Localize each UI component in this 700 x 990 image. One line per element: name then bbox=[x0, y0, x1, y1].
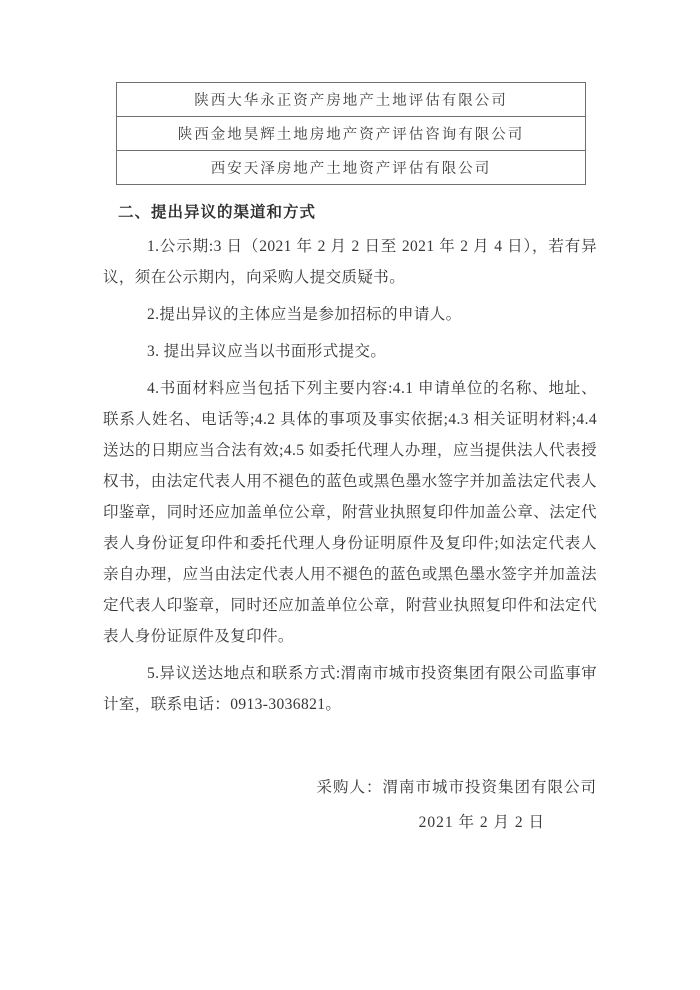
paragraph-written-materials: 4.书面材料应当包括下列主要内容:4.1 申请单位的名称、地址、联系人姓名、电话等;4.2 具体的事项及事实依据;4.3 相关证明材料;4.4 送达的日期应当合法有效;4.5 如委托代理人办理，应当提供法人代表授权书，由法定代表人用不褪色的蓝色或黑色墨水签字并加盖法定代表人印鉴章，同时还应加盖单位公章，附营业执照复印件加盖公章、法定代表人身份证复印件和委托代理人身份证明原件及复印件;如法定代表人亲自办理，应当由法定代表人用不褪色的蓝色或黑色墨水签字并加盖法定代表人印鉴章，同时还应加盖单位公章，附营业执照复印件和法定代表人身份证原件及复印件。 bbox=[103, 380, 597, 645]
evaluation-companies-table bbox=[116, 82, 586, 185]
paragraph-delivery-address-contact: 5.异议送达地点和联系方式:渭南市城市投资集团有限公司监事审计室，联系电话：0913-3036821。 bbox=[103, 665, 597, 713]
paragraph-written-form: 3. 提出异议应当以书面形式提交。 bbox=[147, 343, 387, 360]
section-heading: 二、提出异议的渠道和方式 bbox=[118, 204, 317, 221]
table-cell-company-2: 陕西金地昊辉土地房地产资产评估咨询有限公司 bbox=[117, 117, 586, 151]
document-page bbox=[103, 82, 597, 832]
table-row bbox=[117, 151, 586, 185]
table-cell-company-1: 陕西大华永正资产房地产土地评估有限公司 bbox=[117, 83, 586, 117]
paragraph-objection-subject: 2.提出异议的主体应当是参加招标的申请人。 bbox=[147, 306, 462, 323]
purchaser-signature: 采购人：渭南市城市投资集团有限公司 bbox=[316, 779, 597, 796]
table-row bbox=[117, 117, 586, 151]
paragraph-public-notice-period: 1.公示期:3 日（2021 年 2 月 2 日至 2021 年 2 月 4 日），若有异议，须在公示期内，向采购人提交质疑书。 bbox=[103, 238, 597, 286]
table-row bbox=[117, 83, 586, 117]
signature-date: 2021 年 2 月 2 日 bbox=[418, 814, 545, 831]
table-cell-company-3: 西安天泽房地产土地资产评估有限公司 bbox=[117, 151, 586, 185]
